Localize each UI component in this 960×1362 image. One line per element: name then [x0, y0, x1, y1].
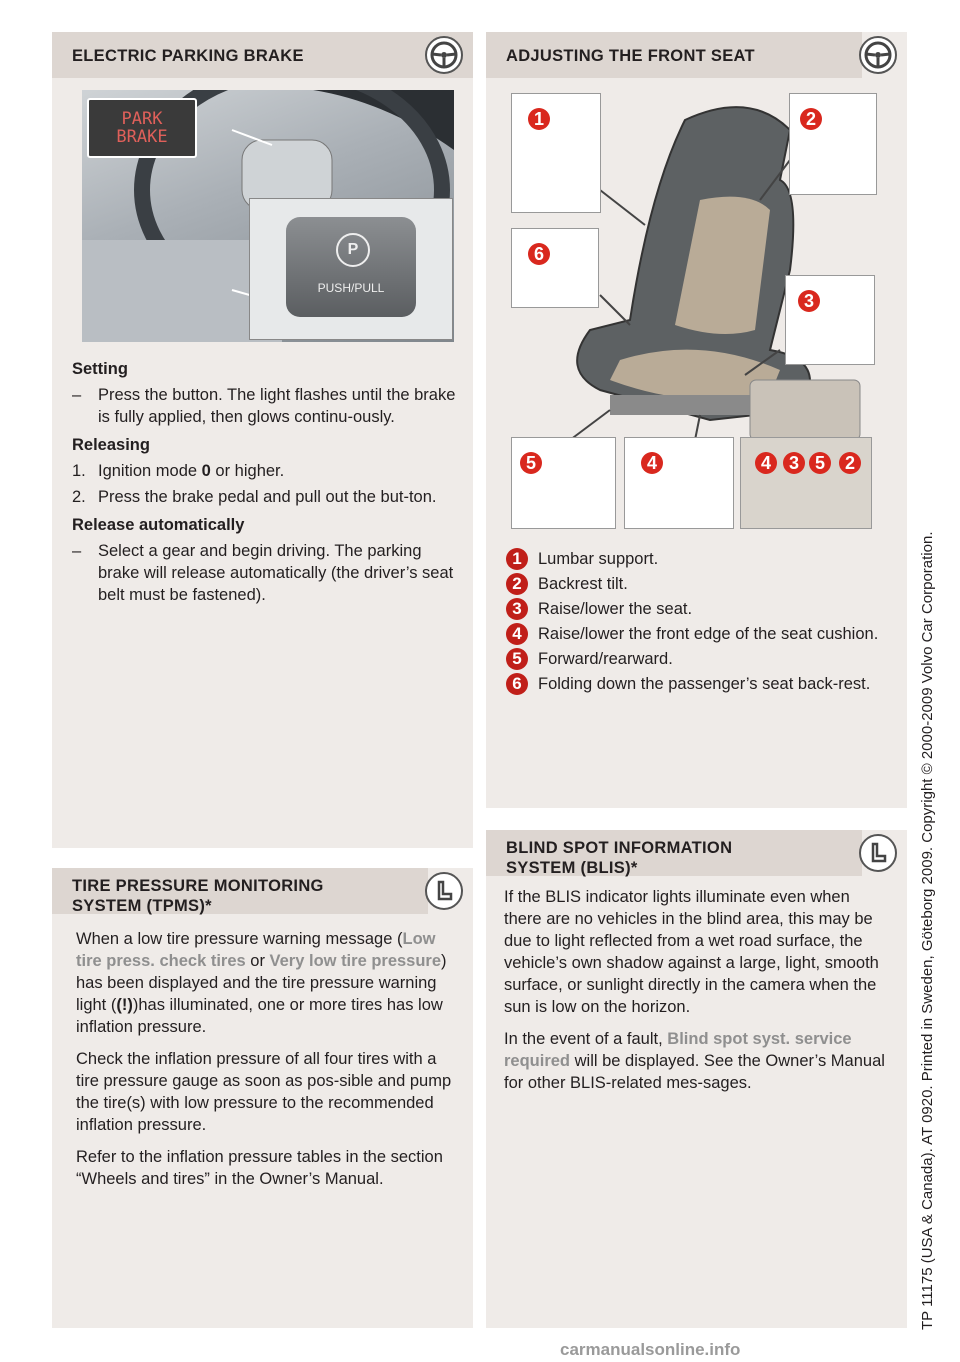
legend-item: 4 Raise/lower the front edge of the seat cushion. [506, 623, 886, 645]
callout-badge-4: 4 [641, 452, 663, 474]
park-brake-indicator [87, 98, 197, 158]
parking-brake-header [52, 32, 473, 78]
front-seat-header [486, 32, 862, 78]
callout-badge-3: 3 [798, 290, 820, 312]
tpms-panel [52, 868, 473, 1328]
callout-badge-5b: 5 [809, 452, 831, 474]
seat-legend [506, 548, 886, 698]
seat-icon [859, 834, 897, 872]
front-seat-title: ADJUSTING THE FRONT SEAT [506, 47, 755, 65]
callout-badge-1: 1 [528, 108, 550, 130]
parking-brake-image [82, 90, 454, 342]
seat-illustration [500, 90, 895, 530]
blis-paragraph-2: In the event of a fault, Blind spot syst. service required will be displayed. See the Owner’s Manual for other BLIS-related mes-sages. [504, 1030, 885, 1092]
blis-header [486, 830, 862, 876]
seat-controls-box [740, 437, 872, 529]
tpms-paragraph-2: Check the inflation pressure of all four tires with a tire pressure gauge as soon as pos-sible and pump the tire(s) with low pressure to the recommended inflation pressure. [76, 1050, 452, 1134]
steering-wheel-icon [425, 36, 463, 74]
tpms-header [52, 868, 428, 914]
callout-badge-2b: 2 [839, 452, 861, 474]
callout-badge-6: 6 [528, 243, 550, 265]
legend-item: 1 Lumbar support. [506, 548, 886, 570]
callout-6-box [511, 228, 599, 308]
tpms-paragraph-1: When a low tire pressure warning message (Low tire press. check tires or Very low tire pressure) has been displayed and the tire pressure warning light ((!))has illuminated, one or more tires has low inflation pressure. [76, 930, 447, 1036]
seat-icon [425, 872, 463, 910]
legend-item: 2 Backrest tilt. [506, 573, 886, 595]
release-auto-heading: Release automatically [72, 516, 245, 534]
steering-wheel-icon [859, 36, 897, 74]
callout-badge-4b: 4 [755, 452, 777, 474]
releasing-item-2: 2. Press the brake pedal and pull out the but-ton. [72, 488, 437, 506]
copyright-side-text: TP 11175 (USA & Canada). AT 0920. Printed in Sweden, Göteborg 2009. Copyright © 2000-2009 Volvo Car Corporation. [919, 531, 936, 1330]
blis-panel [486, 830, 907, 1328]
callout-4-box [624, 437, 734, 529]
release-auto-item: – Select a gear and begin driving. The parking brake will release automatically (the driver’s seat belt must be fastened). [72, 542, 454, 604]
legend-item: 3 Raise/lower the seat. [506, 598, 886, 620]
parking-brake-text [72, 352, 464, 610]
callout-badge-3b: 3 [783, 452, 805, 474]
releasing-heading: Releasing [72, 436, 150, 454]
callout-1-box [511, 93, 601, 213]
tpms-paragraph-3: Refer to the inflation pressure tables in the section “Wheels and tires” in the Owner’s Manual. [76, 1148, 443, 1188]
releasing-item-1: 1. Ignition mode 0 or higher. [72, 462, 285, 480]
setting-item: – Press the button. The light flashes until the brake is fully applied, then glows continu-ously. [72, 386, 456, 426]
blis-paragraph-1: If the BLIS indicator lights illuminate even when there are no vehicles in the blind area, this may be due to light reflected from a wet road surface, the vehicle’s own shadow against a large, light, smooth surface, or sunlight directly in the camera when the sun is low on the horizon. [504, 888, 879, 1016]
legend-item: 6 Folding down the passenger’s seat back-rest. [506, 673, 886, 695]
parking-brake-title: ELECTRIC PARKING BRAKE [72, 47, 304, 65]
park-label: PARK [121, 109, 163, 129]
watermark: carmanualsonline.info [560, 1340, 741, 1359]
callout-badge-2: 2 [800, 108, 822, 130]
tpms-title: TIRE PRESSURE MONITORING SYSTEM (TPMS)* [72, 877, 324, 915]
callout-2-box [789, 93, 877, 195]
blis-text [504, 886, 888, 1104]
callout-5-box [511, 437, 616, 529]
callout-3-box [785, 275, 875, 365]
callout-badge-5: 5 [520, 452, 542, 474]
parking-brake-panel [52, 32, 473, 848]
push-pull-button-photo [249, 198, 453, 340]
tire-pressure-warning-icon: (!) [116, 996, 133, 1014]
brake-label: BRAKE [116, 127, 168, 147]
blis-title: BLIND SPOT INFORMATION SYSTEM (BLIS)* [506, 839, 733, 877]
parking-p-icon: P [336, 233, 370, 267]
tpms-text [76, 928, 456, 1200]
push-pull-label: PUSH/PULL [317, 281, 385, 295]
legend-item: 5 Forward/rearward. [506, 648, 886, 670]
setting-heading: Setting [72, 360, 128, 378]
